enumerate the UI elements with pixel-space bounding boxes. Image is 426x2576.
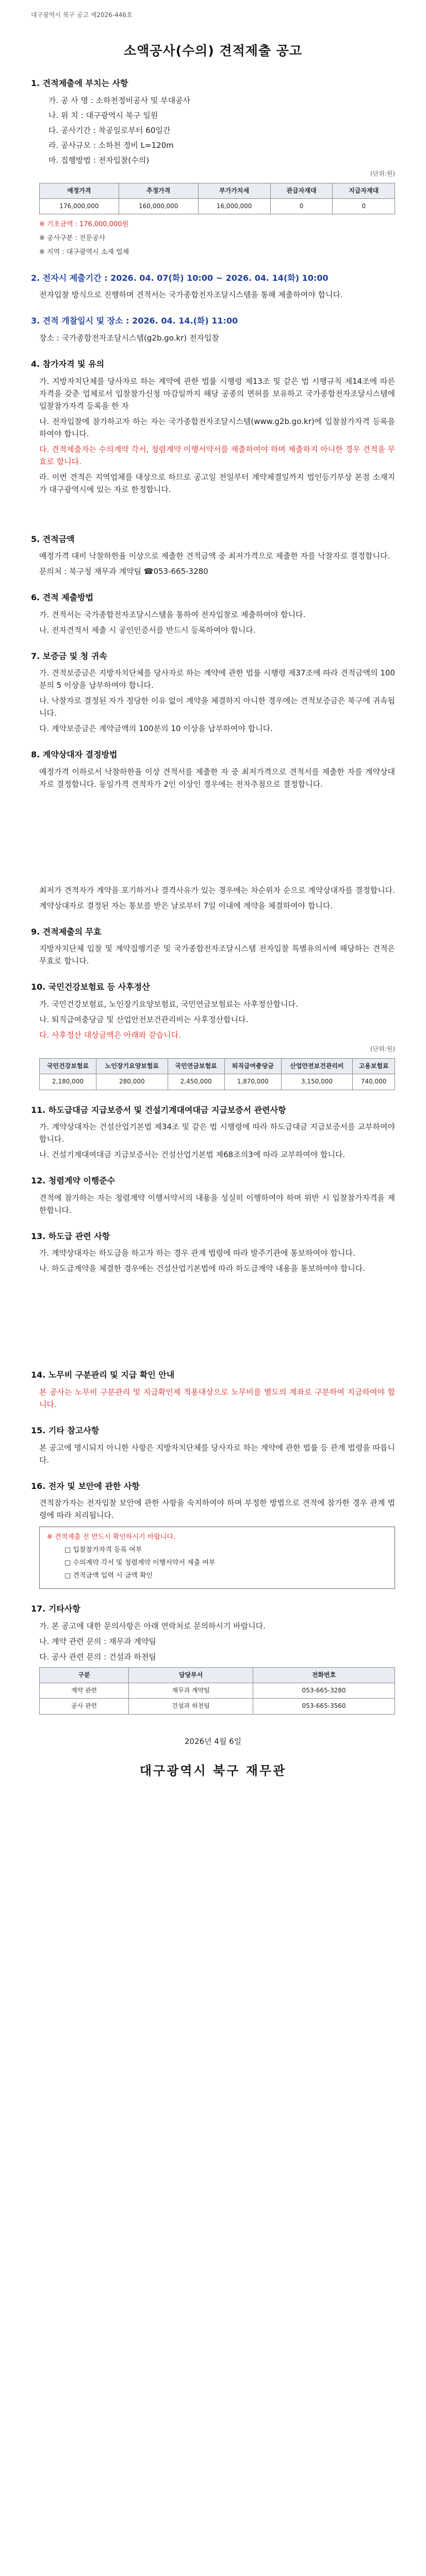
section-heading: 2. 전자시 제출기간 : 2026. 04. 07(화) 10:00 ~ 2026. 04. 14(화) 10:00 — [31, 273, 329, 283]
list-item: 나. 전자견적서 제출 시 공인인증서를 반드시 등록하여야 합니다. — [39, 625, 256, 635]
table-cell: 160,000,000 — [119, 199, 198, 214]
checklist-item: □ 견적금액 입력 시 금액 확인 — [64, 1571, 153, 1580]
table-header: 산업안전보건관리비 — [281, 1059, 352, 1074]
contact-line: 문의처 : 북구청 재무과 계약팀 ☎053-665-3280 — [39, 567, 208, 577]
table-header-row — [40, 183, 395, 198]
table-cell: 16,000,000 — [198, 199, 270, 214]
base-price-note: ※ 기초금액 : 176,000,000원 — [39, 221, 129, 229]
section-heading: 7. 보증금 및 청 귀속 — [31, 651, 107, 661]
list-item: 나. 퇴직급여충당금 및 산업안전보건관리비는 사후정산합니다. — [39, 1015, 249, 1025]
section-heading: 12. 청렴계약 이행준수 — [31, 1176, 116, 1186]
page-title: 소액공사(수의) 견적제출 공고 — [123, 43, 303, 59]
table-header: 구분 — [40, 1667, 129, 1683]
list-item: 가. 본 공고에 대한 문의사항은 아래 연락처로 문의하시기 바랍니다. — [39, 1621, 266, 1631]
paragraph: 견적에 참가하는 자는 청렴계약 이행서약서의 내용을 성실히 이행하여야 하며 위반 시 입찰참가자격을 제한합니다. — [39, 1193, 395, 1215]
section-heading: 16. 전자 및 보안에 관한 사항 — [31, 1481, 140, 1491]
table-header: 국민건강보험료 — [40, 1059, 96, 1074]
section-heading: 4. 참가자격 및 유의 — [31, 359, 105, 369]
table-header: 추정가격 — [119, 183, 198, 198]
section-heading: 9. 견적제출의 무효 — [31, 926, 102, 937]
table-cell: 계약 관련 — [40, 1683, 129, 1699]
table-header-row — [40, 1667, 395, 1683]
table-cell: 1,870,000 — [224, 1074, 281, 1090]
section-heading: 3. 견적 개찰일시 및 장소 : 2026. 04. 14.(화) 11:00 — [31, 316, 238, 326]
section-heading: 10. 국민건강보험료 등 사후정산 — [31, 982, 150, 992]
table-cell: 053-665-3560 — [253, 1699, 395, 1714]
paragraph: 장소 : 국가종합전자조달시스템(g2b.go.kr) 전자입찰 — [39, 333, 219, 343]
table-cell: 176,000,000 — [40, 199, 119, 214]
section-heading: 14. 노무비 구분관리 및 지급 확인 안내 — [31, 1370, 175, 1380]
table-cell: 0 — [270, 199, 333, 214]
price-table-wrap — [39, 183, 395, 214]
checklist-item: □ 수의계약 각서 및 청렴계약 이행서약서 제출 여부 — [64, 1558, 216, 1567]
table-cell: 280,000 — [96, 1074, 168, 1090]
paragraph: 지방자치단체 입찰 및 계약집행기준 및 국가종합전자조달시스템 전자입찰 특별유의서에 해당하는 견적은 무효로 합니다. — [39, 944, 395, 966]
table-header: 담당부서 — [129, 1667, 253, 1683]
doc-number: 대구광역시 북구 공고 제2026-446호 — [31, 11, 133, 19]
list-item: 라. 이번 견적은 지역업체를 대상으로 하므로 공고일 전일부터 계약체결일까지 법인등기부상 본점 소재지가 대구광역시에 있는 자로 한정합니다. — [39, 472, 395, 494]
section-12 — [31, 1174, 395, 1216]
section-16 — [31, 1480, 395, 1522]
list-item: 가. 견적보증금은 지방자치단체를 당사자로 하는 계약에 관한 법률 시행령 제37조에 따라 견적금액의 100분의 5 이상을 납부하여야 합니다. — [39, 668, 395, 690]
list-item: 가. 국민건강보험료, 노인장기요양보험료, 국민연금보험료는 사후정산합니다. — [39, 999, 298, 1009]
list-item: 가. 공 사 명 : 소하천정비공사 및 부대공사 — [48, 95, 191, 105]
list-item: 다. 공사기간 : 착공일로부터 60일간 — [48, 125, 171, 135]
list-item: 나. 낙찰자로 결정된 자가 정당한 이유 없이 계약을 체결하지 아니한 경우에는 견적보증금은 북구에 귀속됩니다. — [39, 696, 395, 718]
list-item: 나. 전자입찰에 참가하고자 하는 자는 국가종합전자조달시스템(www.g2b.go.kr)에 입찰참가자격 등록을 하여야 합니다. — [39, 416, 395, 438]
paragraph: 가. 계약상대자는 건설산업기본법 제34조 및 같은 법 시행령에 따라 하도급대금 지급보증서를 교부하여야 합니다. — [39, 1122, 395, 1144]
checklist-title: ※ 견적제출 전 반드시 확인하시기 바랍니다. — [47, 1533, 176, 1541]
paragraph: 나. 하도급계약을 체결한 경우에는 건설산업기본법에 따라 하도급계약 내용을 통보하여야 합니다. — [39, 1264, 366, 1274]
table-cell: 공사 관련 — [40, 1699, 129, 1714]
section-8-continued — [31, 884, 395, 912]
section-8 — [31, 748, 395, 790]
table-header: 예정가격 — [40, 183, 119, 198]
section-7 — [31, 650, 395, 735]
paragraph: 견적참가자는 전자입찰 보안에 관한 사항을 숙지하여야 하며 부정한 방법으로 견적에 참가한 경우 관계 법령에 따라 처리됩니다. — [39, 1498, 395, 1520]
section-15 — [31, 1424, 395, 1466]
table-cell: 건설과 하천팀 — [129, 1699, 253, 1714]
list-item: 마. 집행방법 : 전자입찰(수의) — [48, 155, 150, 165]
note: ※ 공사구분 : 전문공사 — [39, 234, 106, 243]
table-row — [40, 1074, 395, 1090]
spacer — [31, 793, 395, 871]
section-heading: 6. 견적 제출방법 — [31, 592, 94, 603]
list-item: 라. 공사규모 : 소하천 정비 L=120m — [48, 140, 174, 150]
table-header: 국민연금보험료 — [168, 1059, 224, 1074]
table-header: 부가가치세 — [198, 183, 270, 198]
section-heading: 1. 견적제출에 부치는 사항 — [31, 78, 128, 89]
section-10 — [31, 980, 395, 1090]
checklist-item: □ 입찰참가자격 등록 여부 — [64, 1546, 142, 1554]
section-11 — [31, 1104, 395, 1161]
footer-date: 2026년 4월 6일 — [184, 1736, 242, 1746]
table-row — [40, 1683, 395, 1699]
paragraph: 전자입찰 방식으로 진행하며 견적서는 국가종합전자조달시스템을 통해 제출하여야 합니다. — [39, 290, 343, 300]
section-13 — [31, 1230, 395, 1275]
paragraph: 계약상대자로 결정된 자는 통보를 받은 날로부터 7일 이내에 계약을 체결하여야 합니다. — [39, 901, 333, 910]
paragraph: 가. 계약상대자는 하도급을 하고자 하는 경우 관계 법령에 따라 발주기관에 통보하여야 합니다. — [39, 1248, 355, 1258]
footer-org: 대구광역시 북구 재무관 — [139, 1763, 287, 1778]
table-header: 지급자재대 — [333, 183, 395, 198]
table-unit: (단위:원) — [370, 170, 395, 177]
table-row — [40, 1699, 395, 1714]
list-item: 가. 지방자치단체를 당사자로 하는 계약에 관한 법률 시행령 제13조 및 같은 법 시행규칙 제14조에 따른 자격을 갖춘 업체로서 입찰참가신청 마감일까지 해당 공종의 면허를 보유하고 국가종합전자조달시스템에 입찰참가자격 등록을 한 자 — [39, 376, 395, 411]
table-header: 전화번호 — [253, 1667, 395, 1683]
paragraph: 예정가격 이하로서 낙찰하한율 이상 견적서를 제출한 자 중 최저가격으로 견적서를 제출한 자를 계약상대자로 결정합니다. 동일가격 견적자가 2인 이상인 경우에는 전자추첨으로 결정합니다. — [39, 767, 395, 789]
note: ※ 지역 : 대구광역시 소재 업체 — [39, 248, 129, 256]
section-4 — [31, 358, 395, 496]
list-item: 가. 견적서는 국가종합전자조달시스템을 통하여 전자입찰로 제출하여야 합니다. — [39, 609, 306, 619]
settlement-table — [39, 1058, 395, 1090]
table-header: 고용보험료 — [353, 1059, 395, 1074]
section-17 — [31, 1602, 395, 1714]
table-row — [40, 199, 395, 214]
list-item: 나. 계약 관련 문의 : 재무과 계약팀 — [39, 1636, 156, 1646]
table-unit: (단위:원) — [370, 1045, 395, 1053]
price-table — [39, 183, 395, 214]
section-3 — [31, 314, 395, 344]
table-cell: 053-665-3280 — [253, 1683, 395, 1699]
list-item: 다. 사후정산 대상금액은 아래와 같습니다. — [39, 1030, 181, 1040]
list-item: 다. 공사 관련 문의 : 건설과 하천팀 — [39, 1652, 156, 1662]
table-cell: 3,150,000 — [281, 1074, 352, 1090]
table-cell: 740,000 — [353, 1074, 395, 1090]
paragraph: 본 공사는 노무비 구분관리 및 지급확인제 적용대상으로 노무비를 별도의 계좌로 구분하여 지급하여야 합니다. — [39, 1387, 395, 1410]
spacer — [31, 499, 395, 519]
table-header: 노인장기요양보험료 — [96, 1059, 168, 1074]
list-item: 다. 견적제출자는 수의계약 각서, 청렴계약 이행서약서를 제출하여야 하며 제출하지 아니한 경우 견적을 무효로 합니다. — [39, 444, 395, 466]
section-1 — [31, 77, 395, 258]
table-cell: 0 — [333, 199, 395, 214]
contact-table — [39, 1667, 395, 1715]
table-header: 퇴직급여충당금 — [224, 1059, 281, 1074]
section-heading: 5. 견적금액 — [31, 534, 75, 544]
paragraph: 본 공고에 명시되지 아니한 사항은 지방자치단체를 당사자로 하는 계약에 관한 법률 등 관계 법령을 따릅니다. — [39, 1443, 395, 1465]
table-header-row — [40, 1059, 395, 1074]
spacer — [31, 1278, 395, 1355]
section-2 — [31, 272, 395, 301]
section-heading: 8. 계약상대자 결정방법 — [31, 750, 118, 760]
section-6 — [31, 591, 395, 636]
table-cell: 2,180,000 — [40, 1074, 96, 1090]
paragraph: 나. 건설기계대여대금 지급보증서는 건설산업기본법 제68조의3에 따라 교부하여야 합니다. — [39, 1150, 346, 1160]
contact-table-wrap — [39, 1667, 395, 1715]
list-item: 나. 위 치 : 대구광역시 북구 일원 — [48, 110, 158, 120]
settlement-table-wrap — [39, 1058, 395, 1090]
section-14 — [31, 1368, 395, 1411]
section-heading: 15. 기타 참고사항 — [31, 1426, 100, 1436]
section-heading: 13. 하도급 관련 사항 — [31, 1231, 110, 1241]
table-cell: 2,450,000 — [168, 1074, 224, 1090]
paragraph: 예정가격 대비 낙찰하한율 이상으로 제출한 견적금액 중 최저가격으로 제출한 자를 낙찰자로 결정합니다. — [39, 551, 390, 561]
table-header: 관급자재대 — [270, 183, 333, 198]
section-heading: 11. 하도급대금 지급보증서 및 건설기계대여대금 지급보증서 관련사항 — [31, 1105, 286, 1115]
section-5 — [31, 533, 395, 578]
list-item: 다. 계약보증금은 계약금액의 100분의 10 이상을 납부하여야 합니다. — [39, 724, 273, 734]
section-9 — [31, 925, 395, 968]
table-cell: 재무과 계약팀 — [129, 1683, 253, 1699]
checklist-box — [39, 1527, 395, 1589]
paragraph: 최저가 견적자가 계약을 포기하거나 결격사유가 있는 경우에는 차순위자 순으로 계약상대자를 결정합니다. — [39, 885, 396, 895]
section-heading: 17. 기타사항 — [31, 1604, 80, 1614]
